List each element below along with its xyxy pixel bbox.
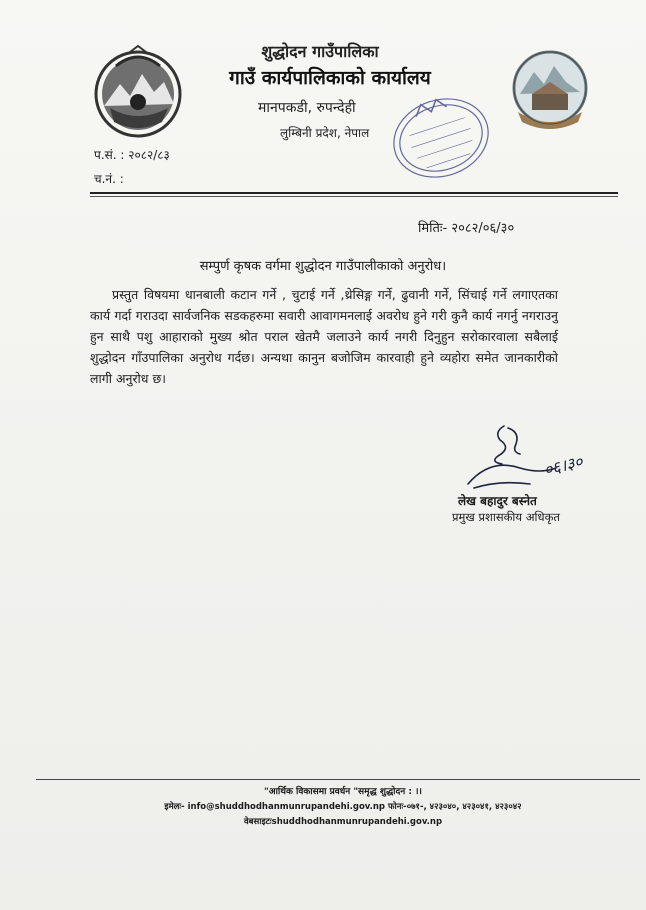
office-name: गाउँ कार्यपालिकाको कार्यालय [229,67,431,89]
header-divider-thin [90,196,618,197]
signature-date: ०६।३० [541,451,585,480]
footer-contact: इमेलः- info@shuddhodhanmunrupandehi.gov.np फोनः-०७१-, ४२३०४०, ४२३०४१, ४२३०४२ [164,802,522,812]
reference-number: प.सं. : २०८२/८३ [94,148,170,162]
handwritten-signature [460,418,600,500]
footer-divider [36,779,640,780]
letter-date: मितिः- २०८२/०६/३० [418,221,515,236]
signatory-title: प्रमुख प्रशासकीय अधिकृत [452,510,560,524]
municipality-name: शुद्धोदन गाउँपालिका [261,42,379,61]
office-province: लुम्बिनी प्रदेश, नेपाल [280,126,370,140]
signatory-name: लेख बहादुर बस्नेत [458,494,537,508]
municipality-logo [510,48,590,132]
office-location: मानपकडी, रुपन्देही [258,100,356,116]
dispatch-number: च.नं. : [94,172,124,186]
letter-subject: सम्पुर्ण कृषक वर्गमा शुद्धोदन गाउँपालीकाको अनुरोध। [199,259,447,274]
header-divider [90,192,618,194]
official-stamp [388,92,494,184]
footer-website: वेबसाइटःshuddhodhanmunrupandehi.gov.np [243,817,443,827]
footer-slogan: "आर्थिक विकासमा प्रवर्धन "समृद्ध शुद्धोदन : ।। [264,787,422,797]
letter-body: प्रस्तुत विषयमा धानबाली कटान गर्ने , चुटाई गर्ने ,थ्रेसिङ्ग गर्ने, ढुवानी गर्ने, सिंचाई गर्ने लगाएतका कार्य गर्दा गराउदा सार्वजनिक सडकहरुमा सवारी आवागमनलाई अवरोध हुने गरी कुनै कार्य नगर्नु नगराउनु हुन साथै पशु आहाराको मुख्य श्रोत पराल खेतमै जलाउने कार्य नगरी दिनुहुन सरोकारवाला सबैलाई शुद्धोदन गाँउपालिका अनुरोध गर्दछ। अन्यथा कानुन बजोजिम कारवाही हुने व्यहोरा समेत जानकारीको लागी अनुरोध छ। [90,287,558,386]
